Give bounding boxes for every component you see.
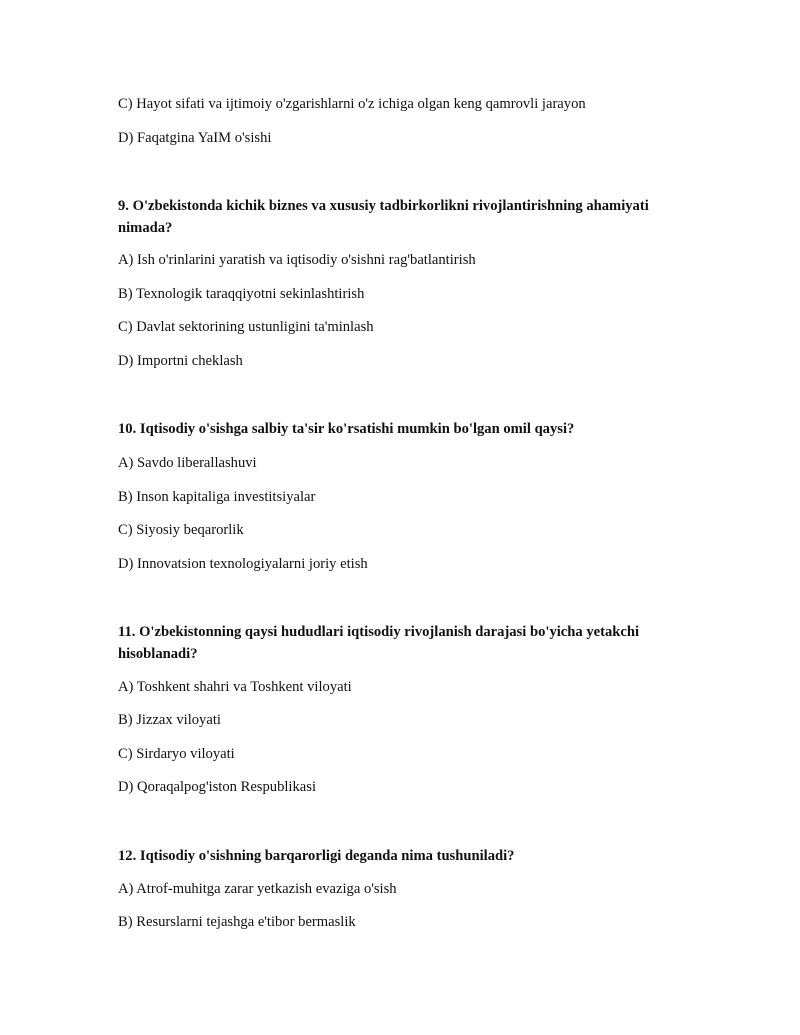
question-12-option-b: B) Resurslarni tejashga e'tibor bermaslik [118,914,356,930]
question-11-option-d: D) Qoraqalpog'iston Respublikasi [118,779,316,795]
question-10-option-a: A) Savdo liberallashuvi [118,455,257,471]
question-12-option-a: A) Atrof-muhitga zarar yetkazish evaziga o'sish [118,881,397,897]
question-10-option-d: D) Innovatsion texnologiyalarni joriy etish [118,556,368,572]
question-11-option-a: A) Toshkent shahri va Toshkent viloyati [118,679,352,695]
question-9-option-a: A) Ish o'rinlarini yaratish va iqtisodiy o'sishni rag'batlantirish [118,252,476,268]
question-10-title: 10. Iqtisodiy o'sishga salbiy ta'sir ko'rsatishi mumkin bo'lgan omil qaysi? [118,421,575,437]
option-c-previous: C) Hayot sifati va ijtimoiy o'zgarishlarni o'z ichiga olgan keng qamrovli jarayon [118,96,586,112]
question-11-title: 11. O'zbekistonning qaysi hududlari iqtisodiy rivojlanish darajasi bo'yicha yetakchi hisoblanadi? [118,624,640,662]
question-11-option-c: C) Sirdaryo viloyati [118,746,235,762]
question-9-option-b: B) Texnologik taraqqiyotni sekinlashtirish [118,286,365,302]
question-10-option-c: C) Siyosiy beqarorlik [118,522,244,538]
question-10-option-b: B) Inson kapitaliga investitsiyalar [118,489,316,505]
question-12-title: 12. Iqtisodiy o'sishning barqarorligi deganda nima tushuniladi? [118,848,515,864]
question-9-title: 9. O'zbekistonda kichik biznes va xususiy tadbirkorlikni rivojlantirishning ahamiyati nimada? [118,198,649,236]
option-d-previous: D) Faqatgina YaIM o'sishi [118,130,272,146]
question-9-option-c: C) Davlat sektorining ustunligini ta'minlash [118,319,374,335]
question-9-option-d: D) Importni cheklash [118,353,243,369]
question-11-option-b: B) Jizzax viloyati [118,712,221,728]
